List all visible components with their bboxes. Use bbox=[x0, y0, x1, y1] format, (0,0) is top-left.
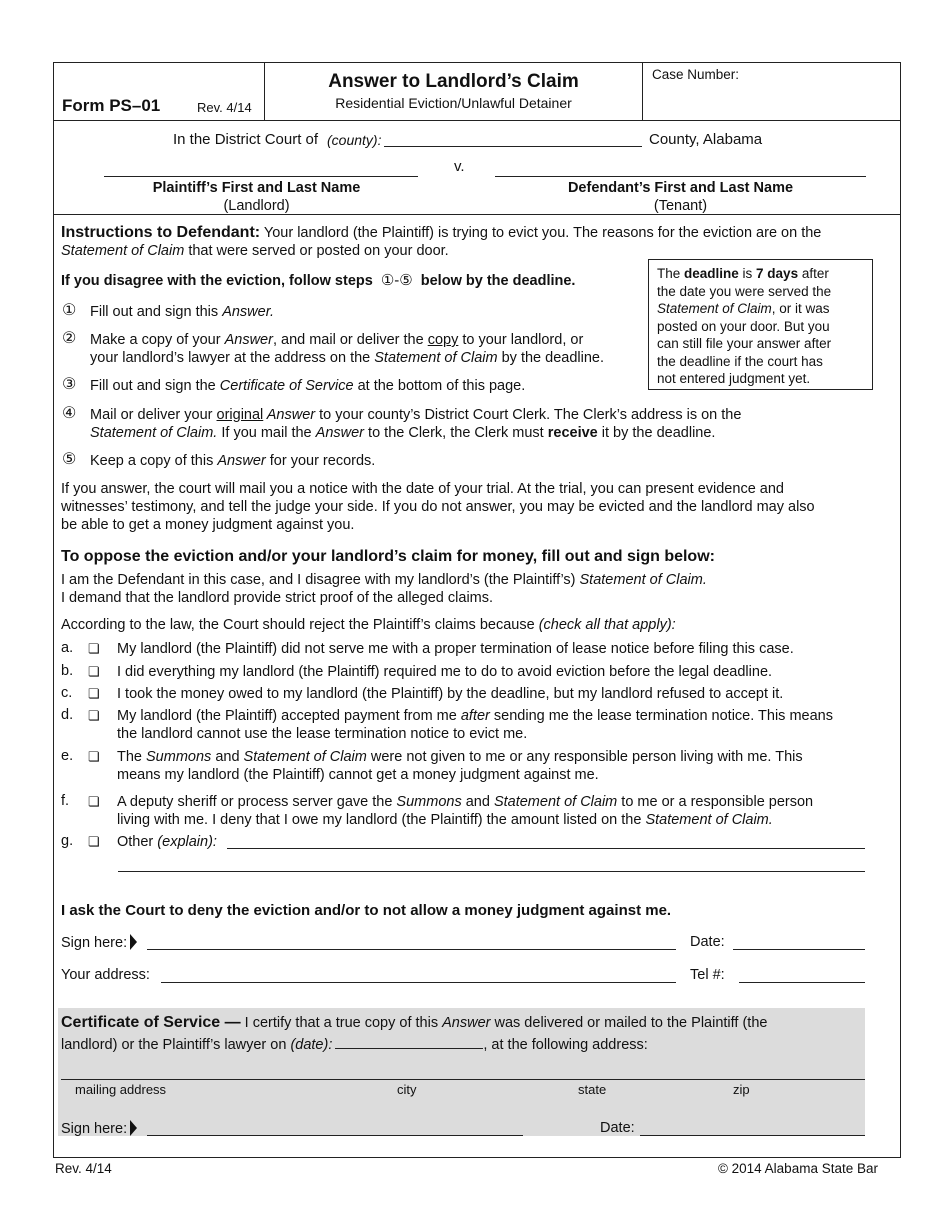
option-e-italic-2: Statement of Claim bbox=[243, 749, 367, 765]
step-2-text-b: , and mail or deliver the bbox=[272, 332, 428, 348]
mailing-address-line[interactable] bbox=[61, 1079, 865, 1080]
form-title: Answer to Landlord’s Claim bbox=[328, 71, 579, 92]
deadline-line-2: the date you were served the bbox=[657, 283, 832, 299]
step-3-text-b: at the bottom of this page. bbox=[353, 378, 526, 394]
deadline-line-4: posted on your door. But you bbox=[657, 318, 830, 334]
certificate-date-field-line[interactable] bbox=[640, 1135, 865, 1136]
instructions-text-2: that were served or posted on your door. bbox=[184, 243, 449, 259]
step-2-text-c: to your landlord, or bbox=[458, 332, 584, 348]
step-4-italic-2: Statement of Claim. bbox=[90, 425, 218, 441]
certificate-sign-arrow-icon bbox=[130, 1120, 137, 1136]
option-letter-g: g. bbox=[61, 833, 74, 849]
option-d-italic: after bbox=[460, 708, 490, 724]
deadline-days: 7 days bbox=[756, 266, 799, 281]
option-a-text: My landlord (the Plaintiff) did not serve me with a proper termination of lease notice before filing this case. bbox=[117, 641, 794, 657]
option-letter-d: d. bbox=[61, 707, 74, 723]
step-1 bbox=[90, 303, 274, 321]
oppose-line-1: I am the Defendant in this case, and I disagree with my landlord’s (the Plaintiff’s) bbox=[61, 572, 580, 588]
step-2 bbox=[90, 331, 650, 367]
trial-line-1: If you answer, the court will mail you a notice with the date of your trial. At the trial, you can present evidence and bbox=[61, 481, 784, 497]
certificate-italic-1: Answer bbox=[442, 1015, 491, 1031]
step-4-text-a: Mail or deliver your bbox=[90, 407, 217, 423]
tel-line[interactable] bbox=[739, 982, 865, 983]
address-label: Your address: bbox=[61, 967, 150, 983]
option-f-checkbox[interactable]: ❏ bbox=[88, 794, 100, 809]
step-3-text-a: Fill out and sign the bbox=[90, 378, 220, 394]
option-d-text-2: the landlord cannot use the lease termination notice to evict me. bbox=[117, 726, 528, 742]
city-label: city bbox=[397, 1082, 417, 1097]
option-e-text-b: and bbox=[211, 749, 244, 765]
option-f-text-b: and bbox=[461, 794, 494, 810]
trial-line-2: witnesses’ testimony, and tell the judge your side. If you do not answer, you may be evicted and the landlord may also bbox=[61, 499, 815, 515]
step-number-3: ③ bbox=[62, 376, 77, 393]
option-d-text-b: sending me the lease termination notice. This means bbox=[489, 708, 833, 724]
step-3-italic: Certificate of Service bbox=[219, 378, 354, 394]
step-4-italic: Answer bbox=[263, 407, 316, 423]
date-line[interactable] bbox=[733, 949, 865, 950]
option-letter-e: e. bbox=[61, 748, 74, 764]
county-hint: (county): bbox=[327, 132, 382, 148]
deadline-text-a: The bbox=[657, 266, 685, 281]
form-revision: Rev. 4/14 bbox=[197, 100, 252, 115]
certificate-heading: Certificate of Service — bbox=[61, 1014, 241, 1031]
court-suffix: County, Alabama bbox=[649, 131, 763, 148]
certificate-text-1b: was delivered or mailed to the Plaintiff (the bbox=[490, 1015, 768, 1031]
deadline-text-e: after bbox=[798, 266, 829, 281]
case-number-label: Case Number: bbox=[652, 67, 740, 82]
deadline-line-6: the deadline if the court has bbox=[657, 353, 823, 369]
step-1-text: Fill out and sign this bbox=[90, 304, 223, 320]
oppose-line-1-italic: Statement of Claim. bbox=[579, 572, 707, 588]
option-f-text-c: to me or a responsible person bbox=[617, 794, 814, 810]
option-a-checkbox[interactable]: ❏ bbox=[88, 641, 100, 656]
step-5-text-a: Keep a copy of this bbox=[90, 453, 218, 469]
option-d-text bbox=[117, 707, 897, 743]
option-f-italic-2: Statement of Claim bbox=[493, 794, 618, 810]
sign-arrow-icon bbox=[130, 934, 137, 950]
option-b-checkbox[interactable]: ❏ bbox=[88, 664, 100, 679]
certificate-text-2a: landlord) or the Plaintiff’s lawyer on bbox=[61, 1037, 291, 1053]
steps-heading-b: below by the deadline. bbox=[420, 273, 576, 289]
option-e-text-a: The bbox=[117, 749, 147, 765]
step-4-text-d: to the Clerk, the Clerk must bbox=[364, 425, 548, 441]
form-body bbox=[53, 62, 901, 1158]
deadline-bold: deadline bbox=[684, 266, 739, 281]
step-2-text-e: by the deadline. bbox=[497, 350, 604, 366]
step-5-italic: Answer bbox=[217, 453, 266, 469]
steps-range: ①-⑤ bbox=[380, 272, 413, 289]
deadline-box bbox=[648, 259, 873, 390]
certificate-text-1a: I certify that a true copy of this bbox=[240, 1015, 443, 1031]
step-5 bbox=[90, 452, 375, 470]
option-letter-b: b. bbox=[61, 663, 74, 679]
option-f-italic-3: Statement of Claim. bbox=[645, 812, 773, 828]
oppose-line-2: I demand that the landlord provide strict proof of the alleged claims. bbox=[61, 590, 494, 606]
sign-here-row bbox=[61, 934, 137, 952]
versus: v. bbox=[454, 158, 465, 175]
step-2-text-a: Make a copy of your bbox=[90, 332, 225, 348]
reasons-intro-text: According to the law, the Court should reject the Plaintiff’s claims because bbox=[61, 617, 539, 633]
defendant-label: Defendant’s First and Last Name bbox=[567, 180, 794, 196]
step-4-underline: original bbox=[216, 407, 264, 423]
trial-paragraph bbox=[61, 480, 896, 534]
signature-line[interactable] bbox=[147, 949, 676, 950]
option-c-checkbox[interactable]: ❏ bbox=[88, 686, 100, 701]
deadline-line-7: not entered judgment yet. bbox=[657, 371, 811, 386]
step-4-text-e: it by the deadline. bbox=[597, 425, 716, 441]
step-number-5: ⑤ bbox=[62, 451, 77, 468]
step-4-italic-3: Answer bbox=[315, 425, 365, 441]
step-2-italic: Answer bbox=[224, 332, 273, 348]
option-f-text-a: A deputy sheriff or process server gave the bbox=[117, 794, 397, 810]
option-d-text-a: My landlord (the Plaintiff) accepted payment from me bbox=[117, 708, 461, 724]
ask-court: I ask the Court to deny the eviction and/or to not allow a money judgment against me. bbox=[61, 902, 672, 919]
option-c-text: I took the money owed to my landlord (the Plaintiff) by the deadline, but my landlord refused to accept it. bbox=[117, 686, 784, 702]
plaintiff-sub: (Landlord) bbox=[223, 198, 290, 214]
certificate-signature-line[interactable] bbox=[147, 1135, 523, 1136]
step-2-underline: copy bbox=[427, 332, 459, 348]
option-f-text bbox=[117, 793, 897, 829]
option-b-text: I did everything my landlord (the Plaintiff) required me to do to avoid eviction before the legal deadline. bbox=[117, 664, 773, 680]
option-g-italic: (explain): bbox=[157, 834, 217, 850]
defendant-sub: (Tenant) bbox=[653, 198, 708, 214]
certificate-sign-label: Sign here: bbox=[61, 1121, 128, 1137]
oppose-statement bbox=[61, 571, 896, 607]
option-e-checkbox[interactable]: ❏ bbox=[88, 749, 100, 764]
trial-line-3: be able to get a money judgment against you. bbox=[61, 517, 355, 533]
certificate-text bbox=[61, 1012, 881, 1056]
certificate-date-label: Date: bbox=[600, 1120, 635, 1136]
sign-here-label: Sign here: bbox=[61, 935, 128, 951]
step-4-bold: receive bbox=[547, 425, 598, 441]
option-e-text-2: means my landlord (the Plaintiff) cannot get a money judgment against me. bbox=[117, 767, 599, 783]
option-e-text-c: were not given to me or any responsible person living with me. This bbox=[366, 749, 803, 765]
deadline-line-3-italic: Statement of Claim bbox=[657, 301, 772, 316]
option-d-checkbox[interactable]: ❏ bbox=[88, 708, 100, 723]
footer-revision: Rev. 4/14 bbox=[55, 1161, 112, 1176]
zip-label: zip bbox=[733, 1082, 750, 1097]
certificate-date-hint: (date): bbox=[290, 1037, 333, 1053]
footer-copyright: © 2014 Alabama State Bar bbox=[717, 1161, 878, 1176]
address-line[interactable] bbox=[161, 982, 676, 983]
court-prefix: In the District Court of bbox=[173, 131, 319, 148]
step-number-4: ④ bbox=[62, 405, 77, 422]
state-label: state bbox=[578, 1082, 607, 1097]
reasons-intro bbox=[61, 616, 676, 634]
step-number-2: ② bbox=[62, 330, 77, 347]
step-4 bbox=[90, 406, 890, 442]
option-f-italic: Summons bbox=[396, 794, 462, 810]
mailing-address-label: mailing address bbox=[75, 1082, 167, 1097]
tel-label: Tel #: bbox=[690, 967, 725, 983]
deadline-line-5: can still file your answer after bbox=[657, 336, 832, 351]
form-subtitle: Residential Eviction/Unlawful Detainer bbox=[335, 95, 572, 111]
step-2-text-d: your landlord’s lawyer at the address on the bbox=[90, 350, 375, 366]
step-5-text-b: for your records. bbox=[265, 453, 376, 469]
other-explain-line-1[interactable] bbox=[227, 848, 865, 849]
certificate-sign-row bbox=[61, 1120, 137, 1138]
option-letter-f: f. bbox=[61, 793, 70, 809]
instructions-text-1: Your landlord (the Plaintiff) is trying to evict you. The reasons for the eviction are on the bbox=[260, 225, 822, 241]
option-g-text: Other bbox=[117, 834, 158, 850]
deadline-text-c: is bbox=[738, 266, 757, 281]
step-number-1: ① bbox=[62, 302, 77, 319]
option-f-text-2: living with me. I deny that I owe my landlord (the Plaintiff) the amount listed on the bbox=[117, 812, 646, 828]
instructions-heading: Instructions to Defendant: bbox=[61, 224, 261, 241]
steps-heading-a: If you disagree with the eviction, follow steps bbox=[61, 273, 373, 289]
option-g-checkbox[interactable]: ❏ bbox=[88, 834, 100, 849]
date-label: Date: bbox=[690, 934, 725, 950]
option-letter-a: a. bbox=[61, 640, 74, 656]
option-e-text bbox=[117, 748, 897, 784]
step-2-italic-2: Statement of Claim bbox=[374, 350, 498, 366]
option-e-italic: Summons bbox=[146, 749, 212, 765]
instructions-paragraph bbox=[61, 224, 891, 260]
step-1-italic: Answer. bbox=[222, 304, 275, 320]
certificate-text-2b: , at the following address: bbox=[483, 1037, 648, 1053]
form-id: Form PS–01 bbox=[62, 96, 161, 115]
option-g-label bbox=[117, 833, 217, 851]
step-4-text-b: to your county’s District Court Clerk. The Clerk’s address is on the bbox=[315, 407, 742, 423]
option-letter-c: c. bbox=[61, 685, 73, 701]
reasons-intro-italic: (check all that apply): bbox=[538, 617, 676, 633]
step-4-text-c: If you mail the bbox=[217, 425, 316, 441]
plaintiff-label: Plaintiff’s First and Last Name bbox=[152, 180, 361, 196]
oppose-heading: To oppose the eviction and/or your landlord’s claim for money, fill out and sign below: bbox=[61, 548, 715, 565]
steps-heading bbox=[61, 272, 641, 290]
step-3 bbox=[90, 377, 525, 395]
deadline-line-3: , or it was bbox=[771, 301, 830, 316]
other-explain-line-2[interactable] bbox=[118, 871, 865, 872]
certificate-date-line[interactable] bbox=[335, 1035, 483, 1049]
instructions-text-2-italic: Statement of Claim bbox=[61, 243, 185, 259]
